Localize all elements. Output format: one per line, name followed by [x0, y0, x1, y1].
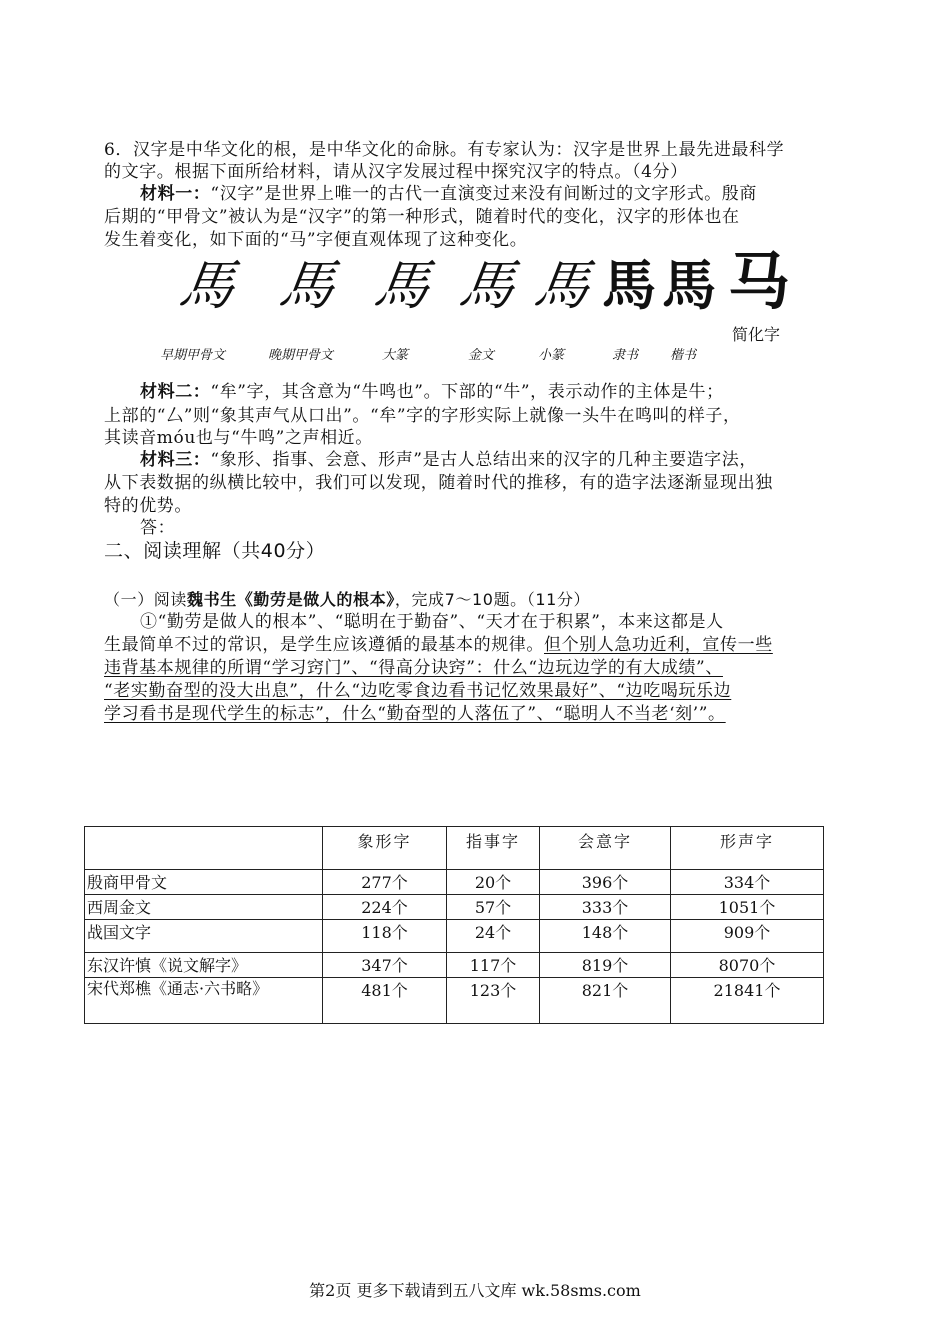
- label-simplified: 简化字: [732, 325, 781, 344]
- table-row: [85, 978, 824, 1024]
- glyph-bronze: 馬: [455, 254, 519, 317]
- material2-label: 材料二：: [140, 382, 211, 402]
- table-cell: 20个: [447, 870, 540, 895]
- label-clerical: 隶书: [612, 348, 639, 363]
- material1-text-1: “汉字”是世界上唯一的古代一直演变过来没有间断过的文字形式。殷商: [210, 184, 757, 204]
- glyph-late-oracle: 馬: [275, 254, 339, 317]
- section2-title: 二、阅读理解（共40分）: [104, 540, 326, 562]
- material2-text-1: “牟”字，其含意为“牛鸣也”。下部的“牛”，表示动作的主体是牛；: [210, 382, 724, 402]
- glyph-great-seal: 馬: [370, 254, 434, 317]
- table-cell: 481个: [323, 978, 447, 1024]
- table-row-name: 东汉许慎《说文解字》: [85, 953, 323, 978]
- label-early-oracle: 早期甲骨文: [160, 348, 226, 363]
- material3-line-3: 特的优势。: [104, 496, 192, 516]
- material2-line-1: [140, 380, 724, 404]
- page-footer: 第2页 更多下载请到五八文库 wk.58sms.com: [309, 1281, 641, 1300]
- table-header-cell: 象形字: [323, 827, 447, 870]
- table-row-name: 战国文字: [85, 920, 323, 953]
- material3-label: 材料三：: [140, 450, 211, 470]
- table-cell: 347个: [323, 953, 447, 978]
- material1-label: 材料一：: [140, 184, 211, 204]
- label-great-seal: 大篆: [382, 348, 409, 363]
- table-cell: 21841个: [671, 978, 824, 1024]
- table-cell: 57个: [447, 895, 540, 920]
- horse-character-evolution-figure: [150, 245, 791, 370]
- label-late-oracle: 晚期甲骨文: [268, 348, 334, 363]
- para1-line-2: [104, 633, 773, 657]
- material3-line-1: [140, 448, 757, 472]
- part1-title: 《勤劳是做人的根本》: [236, 590, 395, 609]
- material1-line-2: 后期的“甲骨文”被认为是“汉字”的第一种形式，随着时代的变化，汉字的形体也在: [104, 207, 740, 227]
- table-row-name: 西周金文: [85, 895, 323, 920]
- table-cell: 277个: [323, 870, 447, 895]
- para1-line-5: 学习看书是现代学生的标志”，什么“勤奋型的人落伍了”、“聪明人不当老‘刻’”。: [104, 704, 726, 724]
- q6-line-2: 的文字。根据下面所给材料，请从汉字发展过程中探究汉字的特点。（4分）: [104, 162, 688, 182]
- table-header-row: [85, 827, 824, 870]
- table-cell: 24个: [447, 920, 540, 953]
- table-row: [85, 920, 824, 953]
- table-cell: 334个: [671, 870, 824, 895]
- material3-line-2: 从下表数据的纵横比较中，我们可以发现，随着时代的推移，有的造字法逐渐显现出独: [104, 473, 773, 493]
- para1-line-3: 违背基本规律的所谓“学习窍门”、“得高分诀窍”：什么“边玩边学的有大成绩”、: [104, 658, 723, 678]
- part1-heading: [104, 588, 590, 612]
- glyph-small-seal: 馬: [530, 254, 594, 317]
- table-cell: 8070个: [671, 953, 824, 978]
- glyph-clerical: 馬: [602, 254, 656, 317]
- material2-line-2: 上部的“厶”则“象其声气从口出”。“牟”字的字形实际上就像一头牛在鸣叫的样子，: [104, 406, 741, 426]
- character-formation-table: [84, 826, 824, 1024]
- table-cell: 117个: [447, 953, 540, 978]
- para1-line-1: ①“勤劳是做人的根本”、“聪明在于勤奋”、“天才在于积累”，本来这都是人: [140, 612, 724, 632]
- material1-line-3: 发生着变化，如下面的“马”字便直观体现了这种变化。: [104, 230, 528, 250]
- part1-author: 魏书生: [187, 590, 237, 609]
- table-header-cell: 指事字: [447, 827, 540, 870]
- table-header-cell: [85, 827, 323, 870]
- table-cell: 396个: [540, 870, 671, 895]
- table-row-name: 宋代郑樵《通志·六书略》: [85, 978, 323, 1024]
- table-header-cell: 会意字: [540, 827, 671, 870]
- table-cell: 819个: [540, 953, 671, 978]
- part1-suffix: ，完成7～10题。（11分）: [394, 590, 591, 609]
- table-row-name: 殷商甲骨文: [85, 870, 323, 895]
- answer-label: 答：: [140, 518, 176, 538]
- part1-prefix: （一）阅读: [104, 590, 188, 609]
- table-cell: 333个: [540, 895, 671, 920]
- label-regular: 楷书: [670, 348, 697, 363]
- glyph-simplified: 马: [728, 245, 791, 318]
- table-cell: 224个: [323, 895, 447, 920]
- table-cell: 1051个: [671, 895, 824, 920]
- table-row: [85, 895, 824, 920]
- material2-line-3: 其读音móu也与“牛鸣”之声相近。: [104, 428, 373, 448]
- table-cell: 909个: [671, 920, 824, 953]
- q6-line-1: 6．汉字是中华文化的根，是中华文化的命脉。有专家认为：汉字是世界上最先进最科学: [104, 140, 785, 160]
- material3-text-1: “象形、指事、会意、形声”是古人总结出来的汉字的几种主要造字法，: [210, 450, 757, 470]
- material1-line-1: [140, 182, 757, 206]
- table-row: [85, 870, 824, 895]
- label-small-seal: 小篆: [538, 348, 565, 363]
- glyph-regular: 馬: [662, 254, 716, 317]
- label-bronze: 金文: [468, 348, 495, 363]
- glyph-early-oracle: 馬: [175, 254, 239, 317]
- para1-line-4: “老实勤奋型的没大出息”，什么“边吃零食边看书记忆效果最好”、“边吃喝玩乐边: [104, 681, 732, 701]
- table-cell: 148个: [540, 920, 671, 953]
- table-row: [85, 953, 824, 978]
- para1-line-2-plain: 生最简单不过的常识，是学生应该遵循的最基本的规律。: [104, 635, 544, 655]
- table-cell: 118个: [323, 920, 447, 953]
- table-header-cell: 形声字: [671, 827, 824, 870]
- para1-line-2-underlined: 但个别人急功近利，宣传一些: [544, 635, 773, 655]
- table-cell: 821个: [540, 978, 671, 1024]
- table-cell: 123个: [447, 978, 540, 1024]
